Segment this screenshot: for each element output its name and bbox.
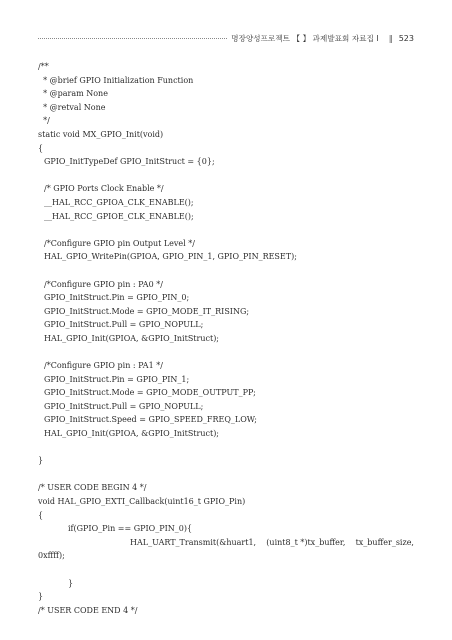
code-line: if(GPIO_Pin == GPIO_PIN_0){ — [68, 524, 193, 534]
code-line: void HAL_GPIO_EXTI_Callback(uint16_t GPIO_Pin) — [38, 497, 246, 506]
blank-line — [38, 441, 414, 455]
code-line: GPIO_InitStruct.Pull = GPIO_NOPULL; — [44, 320, 204, 330]
blank-line — [38, 223, 414, 237]
code-line: } — [38, 592, 44, 602]
code-line: { — [38, 143, 44, 153]
code-line: __HAL_RCC_GPIOE_CLK_ENABLE(); — [44, 211, 194, 221]
code-line: GPIO_InitStruct.Pull = GPIO_NOPULL; — [44, 401, 204, 411]
code-line: /* GPIO Ports Clock Enable */ — [44, 184, 164, 194]
code-line: /* USER CODE BEGIN 4 */ — [38, 483, 147, 493]
code-line: * @brief GPIO Initialization Function — [38, 75, 194, 85]
blank-line — [38, 345, 414, 359]
code-line: __HAL_RCC_GPIOA_CLK_ENABLE(); — [44, 197, 194, 207]
code-line: 0xffff); — [38, 551, 65, 561]
code-line: GPIO_InitStruct.Pin = GPIO_PIN_1; — [44, 374, 190, 384]
blank-line — [38, 563, 414, 577]
code-line: GPIO_InitStruct.Mode = GPIO_MODE_IT_RISING; — [44, 306, 250, 316]
code-line: HAL_GPIO_Init(GPIOA, &GPIO_InitStruct); — [44, 333, 220, 343]
code-line: GPIO_InitStruct.Mode = GPIO_MODE_OUTPUT_PP; — [44, 388, 256, 398]
code-fragment: (uint8_t *)tx_buffer, — [266, 537, 346, 547]
code-line: HAL_GPIO_Init(GPIOA, &GPIO_InitStruct); — [44, 429, 220, 439]
blank-line — [38, 468, 414, 482]
blank-line — [38, 264, 414, 278]
code-line: */ — [38, 116, 50, 126]
header-dotted-leader — [38, 38, 227, 39]
code-line: /** — [38, 62, 49, 71]
code-line: static void MX_GPIO_Init(void) — [38, 129, 164, 139]
code-line: /*Configure GPIO pin : PA0 */ — [44, 279, 163, 289]
code-line: * @param None — [38, 89, 108, 99]
code-line: } — [68, 578, 74, 588]
code-line: GPIO_InitStruct.Pin = GPIO_PIN_0; — [44, 293, 190, 303]
page-number: 523 — [398, 33, 414, 43]
code-line: GPIO_InitStruct.Speed = GPIO_SPEED_FREQ_LOW; — [44, 415, 257, 425]
code-line: { — [38, 510, 44, 520]
code-listing — [38, 60, 414, 617]
code-fragment: HAL_UART_Transmit(&huart1, — [130, 537, 257, 547]
code-line-wrapped — [38, 536, 414, 550]
code-line: * @retval None — [38, 102, 106, 112]
code-line: GPIO_InitTypeDef GPIO_InitStruct = {0}; — [44, 157, 215, 167]
code-fragment: tx_buffer_size, — [355, 537, 414, 547]
blank-line — [38, 169, 414, 183]
page-header — [38, 31, 414, 45]
code-line: HAL_GPIO_WritePin(GPIOA, GPIO_PIN_1, GPIO_PIN_RESET); — [44, 252, 297, 262]
code-line: /* USER CODE END 4 */ — [38, 605, 138, 615]
code-line: /*Configure GPIO pin Output Level */ — [44, 238, 195, 248]
header-title: 명장양성프로젝트 【 】 과제발표회 자료집 Ⅰ — [231, 33, 379, 43]
code-line: } — [38, 456, 44, 466]
code-line: /*Configure GPIO pin : PA1 */ — [44, 361, 163, 371]
header-separator: ‖ — [388, 33, 393, 43]
